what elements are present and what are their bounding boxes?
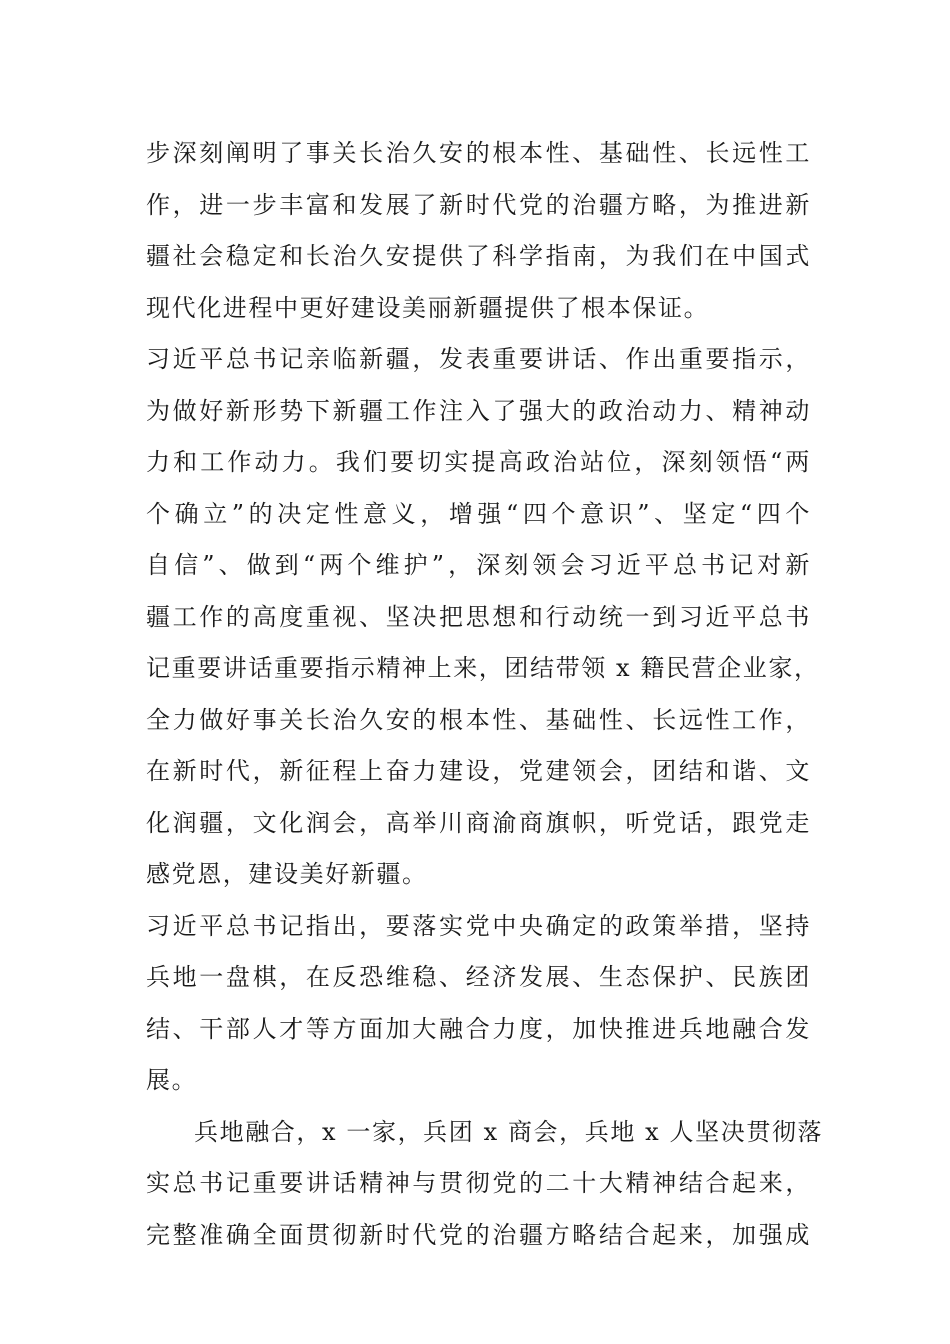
text-line: 力和工作动力。我们要切实提高政治站位，深刻领悟“两 xyxy=(146,448,811,476)
text-line: 步深刻阐明了事关长治久安的根本性、基础性、长远性工 xyxy=(146,139,811,167)
text-line: 兵地融合，x 一家，兵团 x 商会，兵地 x 人坚决贯彻落 xyxy=(194,1117,824,1146)
text-line: 展。 xyxy=(146,1066,198,1094)
text-line: 记重要讲话重要指示精神上来，团结带领 x 籍民营企业家， xyxy=(146,654,820,682)
text-line: 习近平总书记指出，要落实党中央确定的政策举措，坚持 xyxy=(146,911,811,940)
paragraph-2 xyxy=(146,334,820,901)
text-line: 习近平总书记亲临新疆，发表重要讲话、作出重要指示， xyxy=(146,345,811,373)
text-line: 个确立”的决定性意义，增强“四个意识”、坚定“四个 xyxy=(146,499,811,528)
paragraph-3 xyxy=(146,901,811,1107)
text-line: 在新时代，新征程上奋力建设，党建领会，团结和谐、文 xyxy=(146,757,811,785)
text-line: 为做好新形势下新疆工作注入了强大的政治动力、精神动 xyxy=(146,396,811,425)
text-line: 作，进一步丰富和发展了新时代党的治疆方略，为推进新 xyxy=(146,190,811,219)
text-line: 疆社会稳定和长治久安提供了科学指南，为我们在中国式 xyxy=(146,242,811,270)
text-line: 实总书记重要讲话精神与贯彻党的二十大精神结合起来， xyxy=(146,1169,811,1197)
text-line: 完整准确全面贯彻新时代党的治疆方略结合起来，加强成 xyxy=(146,1220,811,1249)
text-line: 兵地一盘棋，在反恐维稳、经济发展、生态保护、民族团 xyxy=(146,963,811,991)
text-line: 现代化进程中更好建设美丽新疆提供了根本保证。 xyxy=(146,293,710,322)
text-line: 化润疆，文化润会，高举川商渝商旗帜，听党话，跟党走 xyxy=(146,808,811,837)
text-line: 结、干部人才等方面加大融合力度，加快推进兵地融合发 xyxy=(146,1014,811,1043)
paragraph-4 xyxy=(146,1107,824,1262)
document-body xyxy=(146,128,824,1261)
text-line: 感党恩，建设美好新疆。 xyxy=(146,860,428,888)
text-line: 全力做好事关长治久安的根本性、基础性、长远性工作， xyxy=(146,705,811,734)
text-line: 自信”、做到“两个维护”，深刻领会习近平总书记对新 xyxy=(146,551,811,579)
text-line: 疆工作的高度重视、坚决把思想和行动统一到习近平总书 xyxy=(146,602,811,631)
paragraph-1 xyxy=(146,128,811,334)
